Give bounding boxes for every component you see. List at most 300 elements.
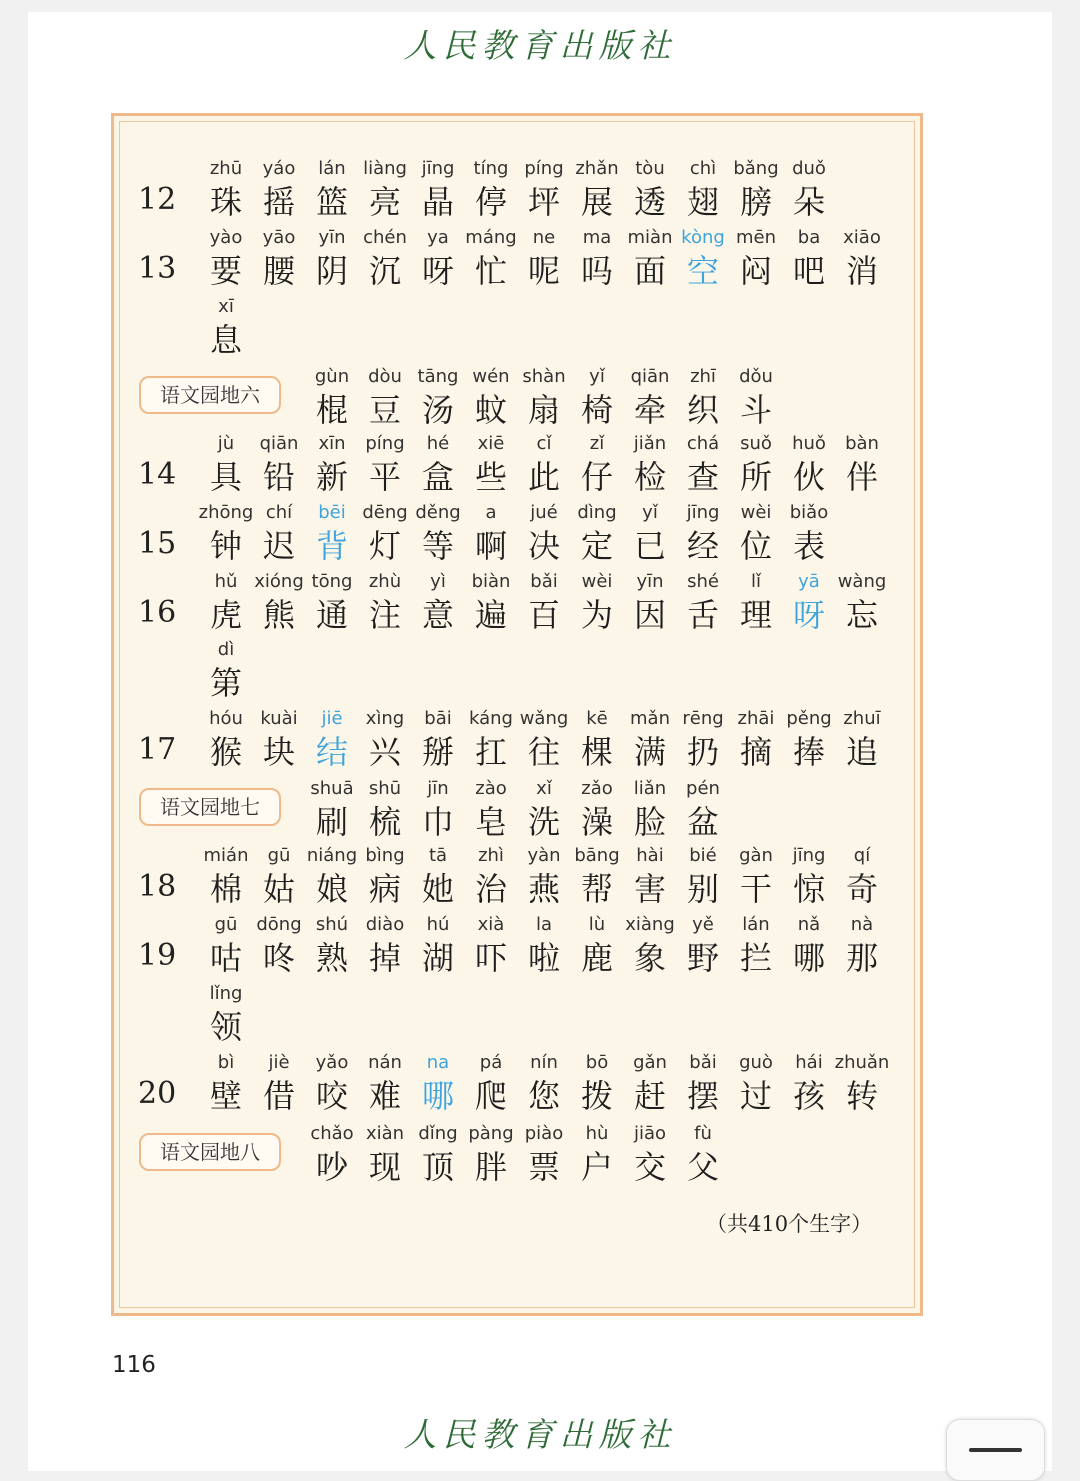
character-cell [355,1123,415,1189]
pinyin: jiāo [633,1123,667,1144]
pinyin: hú [426,914,450,935]
hanzi: 澡 [580,803,613,841]
pinyin: káng [469,708,513,729]
hanzi: 位 [739,527,772,565]
character-cell [567,502,627,568]
hanzi: 吗 [580,252,613,290]
lesson-number: 14 [138,457,177,492]
hanzi: 伙 [792,458,825,496]
hanzi: 腰 [262,252,295,290]
pinyin: pěng [786,708,832,729]
hanzi: 害 [633,870,666,908]
hanzi: 晶 [421,183,454,221]
pinyin: piào [524,1123,564,1144]
hanzi: 忘 [845,596,878,634]
pinyin: yǎo [315,1052,349,1073]
character-cell [196,502,256,568]
pinyin: nín [530,1052,558,1073]
pinyin: dēng [362,502,408,523]
character-cell [514,502,574,568]
pinyin: dǒu [739,366,773,387]
pinyin: lán [742,914,770,935]
hanzi: 查 [686,458,719,496]
character-cell [514,914,574,980]
hanzi: 过 [739,1077,772,1115]
hanzi: 停 [474,183,507,221]
character-cell [779,502,839,568]
pinyin: wèi [581,571,613,592]
character-cell [779,158,839,224]
pinyin: a [485,502,497,523]
hanzi: 野 [686,939,719,977]
character-cell [302,433,362,499]
hanzi: 背 [315,527,348,565]
pinyin: jué [530,502,558,523]
character-cell [249,433,309,499]
hanzi: 咚 [262,939,295,977]
character-cell [779,571,839,637]
hanzi: 所 [739,458,772,496]
hanzi: 转 [845,1077,878,1115]
hanzi: 豆 [368,391,401,429]
pinyin: lù [588,914,606,935]
hanzi: 消 [845,252,878,290]
character-cell [196,227,256,293]
character-cell [355,778,415,844]
character-cell [567,433,627,499]
hanzi: 别 [686,870,719,908]
hanzi: 具 [209,458,242,496]
pinyin: pén [686,778,720,799]
pinyin: guò [739,1052,773,1073]
pinyin: qí [853,845,871,866]
hanzi: 拦 [739,939,772,977]
hanzi: 已 [633,527,666,565]
lesson-number: 17 [138,732,177,767]
pinyin: jiǎn [633,433,667,454]
character-cell [461,433,521,499]
hanzi: 通 [315,596,348,634]
character-cell [673,158,733,224]
pinyin: wén [472,366,510,387]
pinyin: xìng [365,708,405,729]
hanzi: 皂 [474,803,507,841]
hanzi: 猴 [209,733,242,771]
pinyin: kē [586,708,608,729]
continuation-row [0,296,1080,366]
continuation-row [0,983,1080,1053]
character-cell [514,227,574,293]
hanzi: 娘 [315,870,348,908]
hanzi: 哪 [421,1077,454,1115]
hanzi: 那 [845,939,878,977]
character-cell [249,227,309,293]
pinyin: bēi [318,502,346,523]
hanzi: 翅 [686,183,719,221]
pinyin: ba [797,227,821,248]
hanzi: 洗 [527,803,560,841]
character-cell [302,227,362,293]
character-cell [302,571,362,637]
character-cell [461,1052,521,1118]
lesson-row [0,571,1080,641]
lesson-number: 15 [138,526,177,561]
hanzi: 象 [633,939,666,977]
character-cell [567,914,627,980]
character-cell [461,708,521,774]
character-cell [779,708,839,774]
pinyin: duǒ [792,158,826,179]
pinyin: yīn [318,227,346,248]
hanzi: 检 [633,458,666,496]
pinyin: zǎo [581,778,613,799]
pinyin: jīng [792,845,826,866]
character-cell [567,227,627,293]
character-cell [514,708,574,774]
pinyin: chén [363,227,407,248]
hanzi: 湖 [421,939,454,977]
character-cell [249,158,309,224]
hanzi: 空 [686,252,719,290]
character-cell [673,1052,733,1118]
hanzi: 呢 [527,252,560,290]
publisher-header: 人民教育出版社 [403,26,677,65]
hanzi: 刷 [315,803,348,841]
hanzi: 扛 [474,733,507,771]
pinyin: zhī [690,366,716,387]
hanzi: 燕 [527,870,560,908]
hanzi: 孩 [792,1077,825,1115]
pinyin: diào [365,914,405,935]
pinyin: liǎn [633,778,667,799]
pinyin: qiān [259,433,299,454]
hanzi: 爬 [474,1077,507,1115]
character-cell [620,227,680,293]
character-cell [514,1052,574,1118]
pinyin: gàn [739,845,773,866]
pinyin: bāng [574,845,620,866]
pinyin: píng [524,158,564,179]
hanzi: 吵 [315,1148,348,1186]
character-cell [673,366,733,432]
hanzi: 蚊 [474,391,507,429]
hanzi: 熟 [315,939,348,977]
hanzi: 些 [474,458,507,496]
pinyin: yě [692,914,714,935]
character-cell [408,158,468,224]
character-cell [302,914,362,980]
hanzi: 吧 [792,252,825,290]
hanzi: 息 [209,321,242,359]
pinyin: bǎi [689,1052,717,1073]
character-cell [249,845,309,911]
hanzi: 拨 [580,1077,613,1115]
hanzi: 您 [527,1077,560,1115]
pinyin: xīn [318,433,346,454]
character-cell [302,845,362,911]
character-cell [408,366,468,432]
character-cell [567,1123,627,1189]
character-cell [620,1052,680,1118]
pinyin: hóu [209,708,243,729]
pinyin: tāng [417,366,459,387]
pinyin: dǐng [418,1123,458,1144]
lesson-row [0,914,1080,984]
hanzi: 牵 [633,391,666,429]
pinyin: dìng [577,502,617,523]
hanzi: 钟 [209,527,242,565]
hanzi: 顶 [421,1148,454,1186]
character-cell [355,845,415,911]
pinyin: xǐ [536,778,552,799]
character-cell [832,571,892,637]
pinyin: dì [217,639,235,660]
pinyin: lǐng [209,983,243,1004]
pinyin: máng [465,227,517,248]
pinyin: gū [267,845,291,866]
pinyin: tā [428,845,448,866]
pinyin: zhāi [737,708,775,729]
hanzi: 帮 [580,870,613,908]
pinyin: gǎn [633,1052,667,1073]
character-cell [408,227,468,293]
character-cell [673,845,733,911]
lesson-row [0,1052,1080,1122]
character-cell [408,571,468,637]
pinyin: lǐ [750,571,761,592]
character-cell [408,914,468,980]
character-cell [461,571,521,637]
hanzi: 仔 [580,458,613,496]
character-cell [514,571,574,637]
pinyin: xī [218,296,234,317]
character-cell [620,366,680,432]
character-cell [726,227,786,293]
hanzi: 椅 [580,391,613,429]
garden-row [0,366,1080,436]
pinyin: wǎng [519,708,569,729]
pinyin: hái [795,1052,823,1073]
character-cell [832,1052,892,1118]
pinyin: hù [585,1123,609,1144]
character-cell [673,227,733,293]
menu-button[interactable] [946,1419,1045,1481]
hanzi: 摇 [262,183,295,221]
pinyin: bìng [365,845,405,866]
pinyin: miàn [627,227,673,248]
hanzi: 熊 [262,596,295,634]
pinyin: shú [315,914,349,935]
pinyin: biàn [471,571,511,592]
total-characters-note: （共410个生字） [706,1212,873,1236]
pinyin: xià [477,914,505,935]
character-cell [408,433,468,499]
continuation-row [0,639,1080,709]
character-cell [514,778,574,844]
character-cell [355,227,415,293]
hanzi: 摆 [686,1077,719,1115]
hanzi: 斗 [739,391,772,429]
pinyin: bǎng [733,158,779,179]
character-cell [620,708,680,774]
hanzi: 户 [580,1148,613,1186]
hanzi: 块 [262,733,295,771]
character-cell [249,1052,309,1118]
character-cell [726,571,786,637]
hanzi: 百 [527,596,560,634]
character-cell [726,366,786,432]
pinyin: gùn [314,366,350,387]
character-cell [355,1052,415,1118]
character-cell [249,708,309,774]
character-cell [249,914,309,980]
character-cell [355,502,415,568]
character-cell [355,158,415,224]
pinyin: ma [582,227,612,248]
character-cell [196,845,256,911]
pinyin: zhǎn [575,158,619,179]
hanzi: 遍 [474,596,507,634]
pinyin: nà [850,914,874,935]
pinyin: zhū [209,158,243,179]
lesson-row [0,227,1080,297]
pinyin: na [426,1052,450,1073]
hanzi: 汤 [421,391,454,429]
character-cell [832,433,892,499]
hanzi: 掰 [421,733,454,771]
hanzi: 扔 [686,733,719,771]
character-cell [461,914,521,980]
pinyin: kuài [260,708,298,729]
character-cell [673,571,733,637]
hanzi: 因 [633,596,666,634]
character-cell [514,433,574,499]
lesson-row [0,708,1080,778]
character-cell [620,158,680,224]
pinyin: jīn [427,778,449,799]
hanzi: 灯 [368,527,401,565]
hanzi: 病 [368,870,401,908]
hanzi: 朵 [792,183,825,221]
pinyin: hài [636,845,664,866]
character-cell [461,227,521,293]
character-cell [779,433,839,499]
lesson-number: 16 [138,595,177,630]
hanzi: 透 [633,183,666,221]
lesson-row [0,845,1080,915]
pinyin: jīng [421,158,455,179]
hanzi: 鹿 [580,939,613,977]
character-cell [673,433,733,499]
hanzi: 要 [209,252,242,290]
pinyin: yā [798,571,820,592]
lesson-row [0,433,1080,503]
pinyin: nǎ [797,914,821,935]
pinyin: bǎi [530,571,558,592]
garden-label: 语文园地八 [139,1133,281,1171]
character-cell [620,571,680,637]
hanzi: 借 [262,1077,295,1115]
pinyin: yǐ [642,502,658,523]
pinyin: chǎo [310,1123,354,1144]
pinyin: chì [689,158,717,179]
character-cell [832,845,892,911]
hanzi: 注 [368,596,401,634]
hanzi: 扇 [527,391,560,429]
pinyin: gū [214,914,238,935]
character-cell [302,1052,362,1118]
character-cell [408,778,468,844]
hanzi: 棵 [580,733,613,771]
pinyin: liàng [363,158,407,179]
hanzi: 咕 [209,939,242,977]
hanzi: 迟 [262,527,295,565]
character-cell [779,845,839,911]
character-cell [461,366,521,432]
hanzi: 满 [633,733,666,771]
hanzi: 定 [580,527,613,565]
hanzi: 兴 [368,733,401,771]
character-cell [302,366,362,432]
pinyin: biǎo [789,502,829,523]
hanzi: 理 [739,596,772,634]
hanzi: 展 [580,183,613,221]
hanzi: 摘 [739,733,772,771]
pinyin: xiē [477,433,505,454]
character-cell [196,296,256,362]
pinyin: ya [427,227,449,248]
pinyin: shàn [522,366,566,387]
lesson-row [0,502,1080,572]
hanzi: 膀 [739,183,772,221]
character-cell [302,158,362,224]
pinyin: cǐ [536,433,552,454]
hanzi: 呀 [421,252,454,290]
hanzi: 意 [421,596,454,634]
character-cell [567,571,627,637]
pinyin: kòng [681,227,725,248]
pinyin: xiāo [843,227,881,248]
character-cell [567,708,627,774]
pinyin: jù [217,433,235,454]
garden-row [0,1123,1080,1193]
character-cell [620,845,680,911]
character-cell [408,1123,468,1189]
character-cell [726,433,786,499]
character-cell [726,708,786,774]
character-cell [249,571,309,637]
pinyin: hǔ [214,571,238,592]
hanzi: 奇 [845,870,878,908]
pinyin: bié [689,845,717,866]
lesson-number: 20 [138,1076,177,1111]
character-cell [461,845,521,911]
hanzi: 盆 [686,803,719,841]
hanzi: 壁 [209,1077,242,1115]
character-cell [302,1123,362,1189]
pinyin: jīng [686,502,720,523]
character-cell [461,502,521,568]
character-cell [461,1123,521,1189]
hanzi: 姑 [262,870,295,908]
character-cell [779,227,839,293]
lesson-number: 18 [138,869,177,904]
character-cell [832,708,892,774]
pinyin: mēn [735,227,777,248]
hanzi: 啦 [527,939,560,977]
pinyin: yǐ [589,366,605,387]
pinyin: bì [217,1052,235,1073]
